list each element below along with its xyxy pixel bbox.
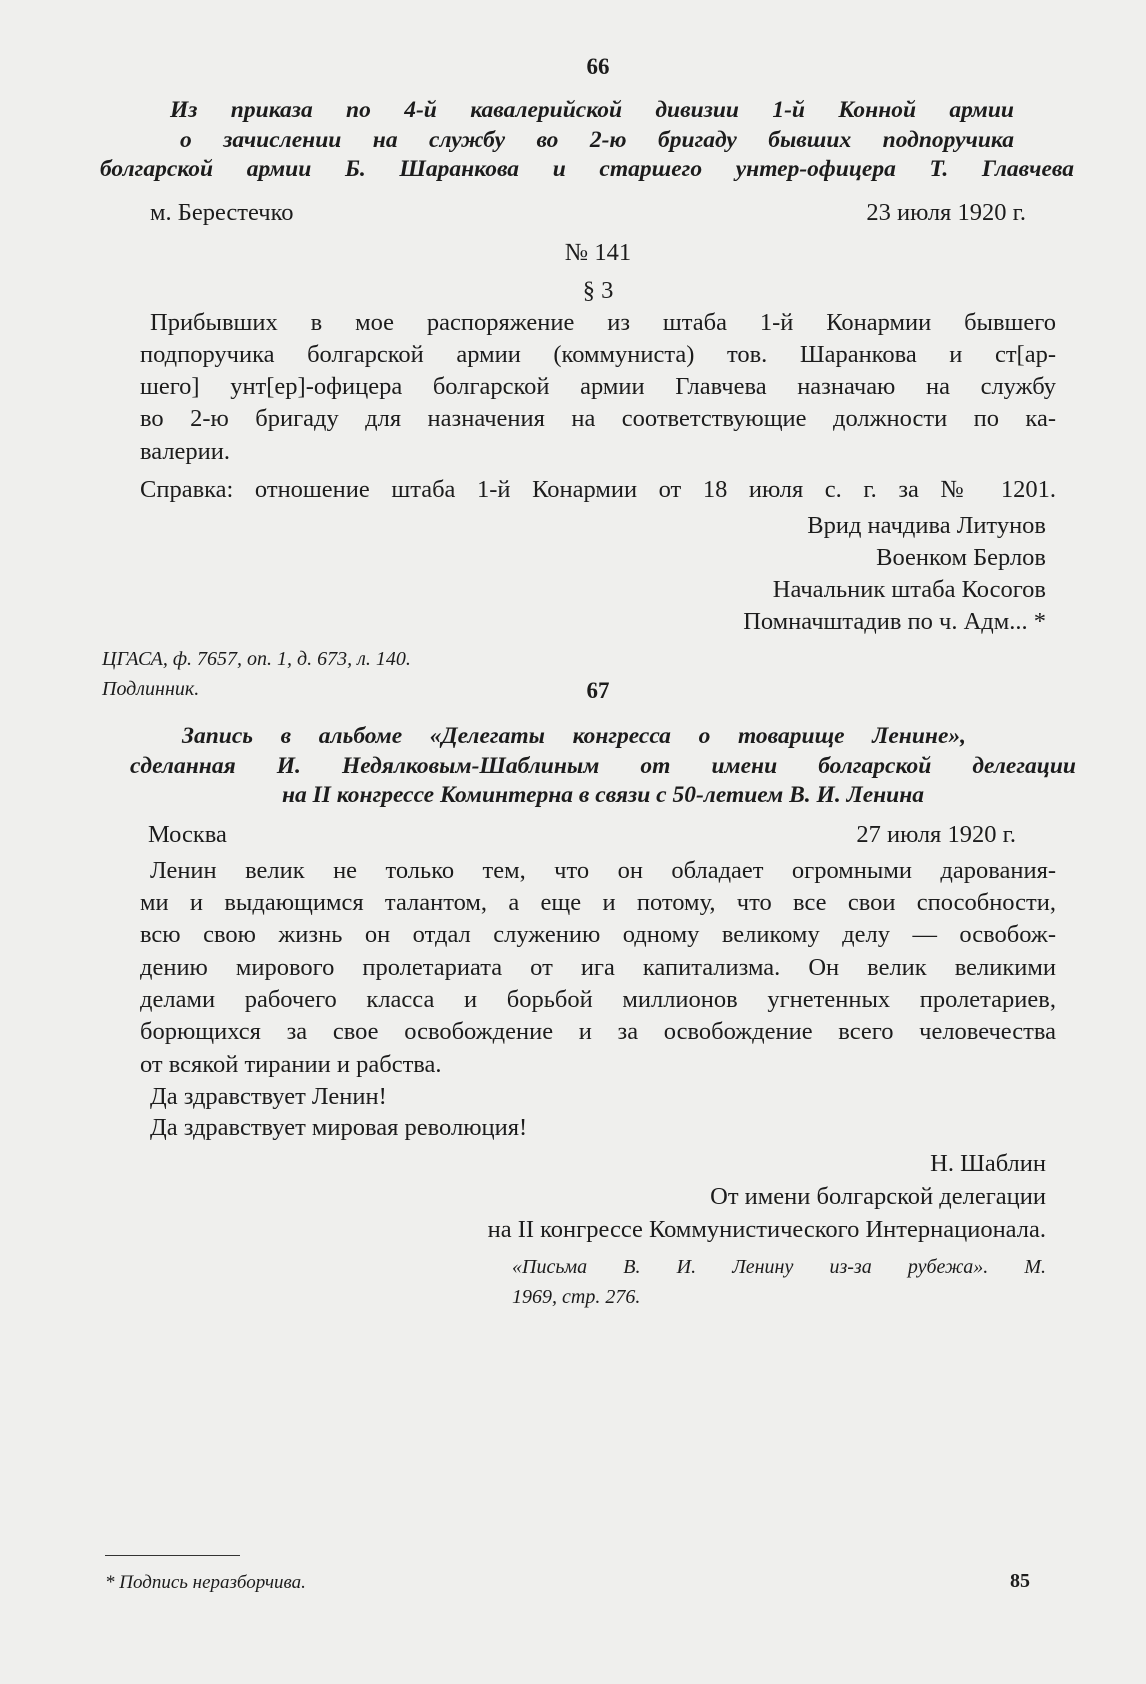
place: м. Берестечко [150, 198, 294, 226]
signature: Помначштадив по ч. Адм... * [743, 608, 1046, 636]
signature: Военком Берлов [876, 544, 1046, 572]
signature: Врид начдива Литунов [807, 512, 1046, 540]
source-line: Подлинник. [102, 678, 200, 701]
title-line: Из приказа по 4-й кавалерийской дивизии 1-й Конной армии [170, 97, 1014, 123]
title-line: о зачислении на службу во 2-ю бригаду бывших подпоручика [180, 126, 1014, 153]
title-line: Запись в альбоме «Делегаты конгресса о товарище Ленине», [182, 723, 966, 750]
body-line: всю свою жизнь он отдал служению одному великому делу — освобож- [140, 921, 1056, 949]
reference: Справка: отношение штаба 1-й Конармии от 18 июля с. г. за № 1201. [140, 475, 1056, 503]
source-line: «Письма В. И. Ленину из-за рубежа». М. [512, 1256, 1046, 1279]
body-line: шего] унт[ер]-офицера болгарской армии Главчева назначаю на службу [140, 373, 1056, 401]
signature: на II конгрессе Коммунистического Интернационала. [487, 1216, 1046, 1244]
date: 27 июля 1920 г. [856, 820, 1016, 848]
signature: Начальник штаба Косогов [772, 576, 1046, 604]
date: 23 июля 1920 г. [866, 198, 1026, 226]
signature: От имени болгарской делегации [710, 1183, 1046, 1211]
source-line: 1969, стр. 276. [512, 1286, 641, 1309]
document-page [100, 0, 1076, 1312]
body-line: валерии. [140, 437, 231, 465]
signature: Н. Шаблин [930, 1150, 1046, 1178]
source-line: ЦГАСА, ф. 7657, оп. 1, д. 673, л. 140. [102, 648, 411, 671]
body-line: делами рабочего класса и борьбой миллионов угнетенных пролетариев, [140, 985, 1056, 1013]
footnote: * Подпись неразборчива. [105, 1572, 306, 1593]
body-line: ми и выдающимся талантом, а еще и потому, что все свои способности, [140, 889, 1056, 917]
title-line: болгарской армии Б. Шаранкова и старшего унтер-офицера Т. Главчева [100, 156, 1074, 182]
source-note [512, 1252, 1046, 1312]
body-line: дению мирового пролетариата от ига капитализма. Он велик великими [140, 953, 1056, 981]
order-body [140, 307, 1056, 507]
document-title [130, 722, 1076, 811]
place-date-line [150, 819, 1046, 851]
title-line: сделанная И. Недялковым-Шаблиным от имени болгарской делегации [130, 752, 1076, 779]
slogan: Да здравствует Ленин! [150, 1082, 387, 1110]
body-line: борющихся за свое освобождение и за освобождение всего человечества [140, 1018, 1056, 1046]
section-number: § 3 [582, 276, 614, 304]
letter-body [140, 855, 1056, 1143]
page-number: 85 [1010, 1570, 1030, 1592]
slogan: Да здравствует мировая революция! [150, 1114, 528, 1142]
place-date-line [150, 197, 1046, 229]
title-line: на II конгрессе Коминтерна в связи с 50-летием В. И. Ленина [281, 782, 925, 809]
body-line: подпоручика болгарской армии (коммуниста) тов. Шаранкова и ст[ар- [140, 340, 1056, 368]
signatures [150, 510, 1046, 638]
order-number: № 141 [564, 238, 632, 266]
document-number: 66 [586, 54, 610, 79]
body-line: от всякой тирании и рабства. [140, 1050, 442, 1078]
place: Москва [148, 820, 227, 848]
body-line: Ленин велик не только тем, что он обладает огромными дарования- [150, 856, 1056, 884]
body-line: во 2-ю бригаду для назначения на соответствующие должности по ка- [140, 405, 1056, 433]
signatures [150, 1147, 1046, 1246]
document-title [100, 96, 1074, 185]
body-line: Прибывших в мое распоряжение из штаба 1-й Конармии бывшего [150, 308, 1056, 336]
document-number: 67 [586, 678, 610, 704]
footnote-divider [105, 1555, 240, 1556]
